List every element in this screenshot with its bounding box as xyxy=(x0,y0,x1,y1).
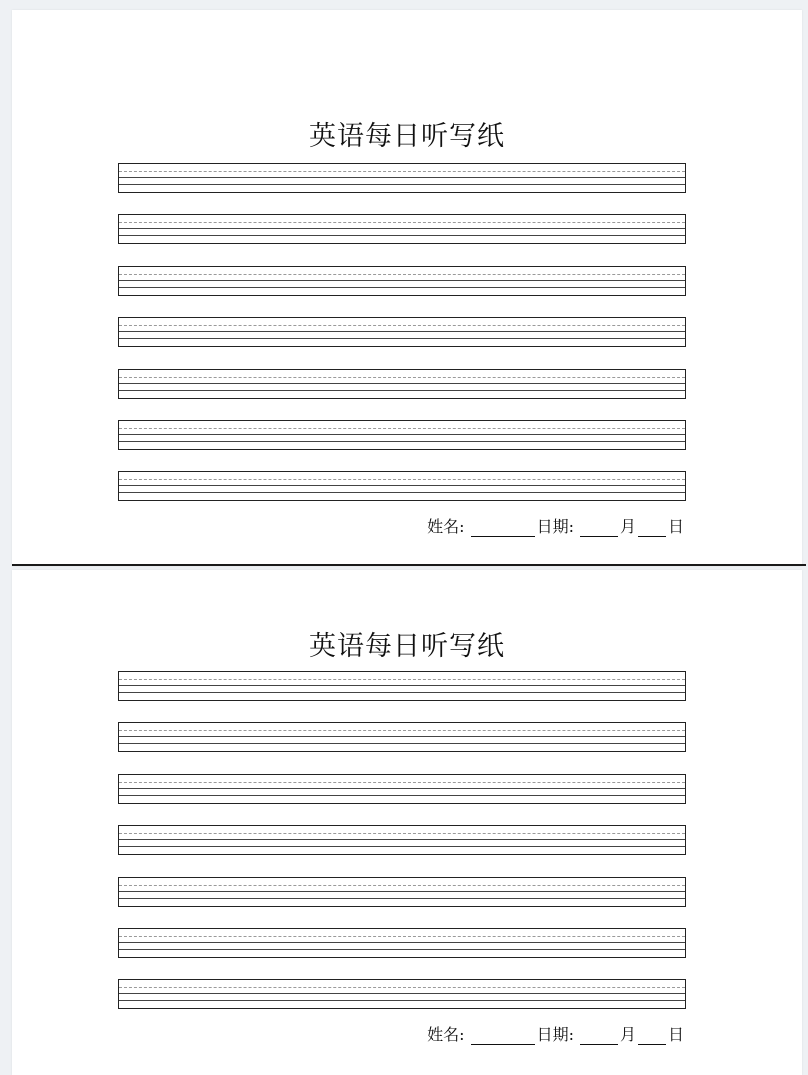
day-label: 日 xyxy=(667,1025,684,1044)
month-label: 月 xyxy=(619,1025,636,1044)
month-blank[interactable] xyxy=(580,520,618,537)
writing-line xyxy=(118,877,686,907)
writing-line xyxy=(118,369,686,399)
day-blank[interactable] xyxy=(638,520,666,537)
sheet-title: 英语每日听写纸 xyxy=(309,121,505,152)
dictation-sheet-2 xyxy=(12,570,802,1075)
writing-line xyxy=(118,722,686,752)
dictation-sheet-1 xyxy=(12,10,802,566)
name-label: 姓名: xyxy=(427,1025,465,1044)
page-divider xyxy=(12,564,806,566)
writing-line xyxy=(118,825,686,855)
writing-line xyxy=(118,420,686,450)
writing-line xyxy=(118,214,686,244)
day-label: 日 xyxy=(667,517,684,536)
writing-line xyxy=(118,317,686,347)
name-blank[interactable] xyxy=(471,1028,535,1045)
sheet-footer xyxy=(427,514,684,537)
day-blank[interactable] xyxy=(638,1028,666,1045)
writing-line xyxy=(118,979,686,1009)
name-label: 姓名: xyxy=(427,517,465,536)
name-blank[interactable] xyxy=(471,520,535,537)
sheet-title: 英语每日听写纸 xyxy=(309,631,505,662)
writing-line xyxy=(118,928,686,958)
sheet-footer xyxy=(427,1022,684,1045)
writing-line xyxy=(118,671,686,701)
month-blank[interactable] xyxy=(580,1028,618,1045)
writing-line xyxy=(118,774,686,804)
date-label: 日期: xyxy=(536,1025,574,1044)
writing-line xyxy=(118,266,686,296)
date-label: 日期: xyxy=(536,517,574,536)
month-label: 月 xyxy=(619,517,636,536)
writing-line xyxy=(118,163,686,193)
writing-line xyxy=(118,471,686,501)
